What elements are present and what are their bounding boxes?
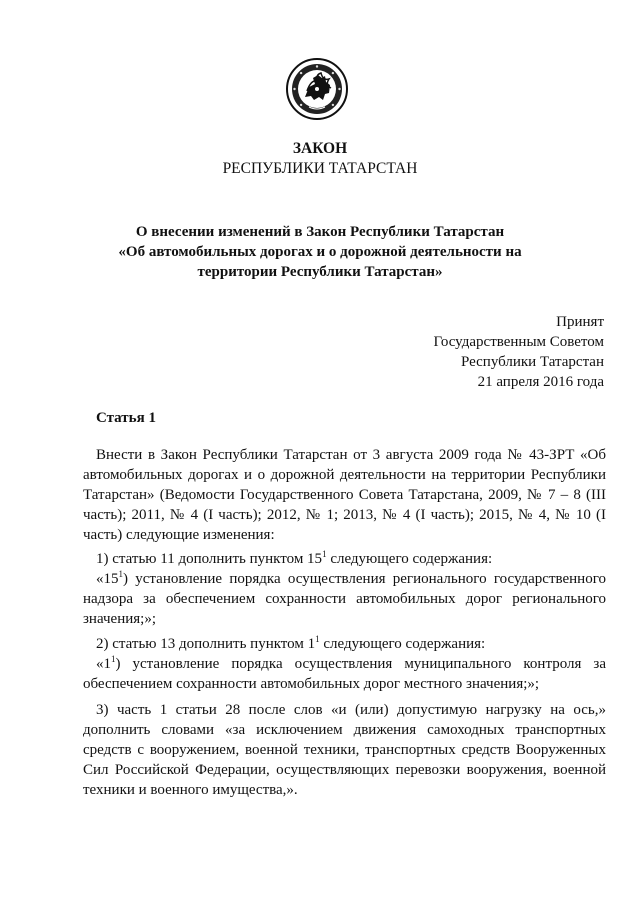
adoption-block — [434, 312, 605, 392]
item-1-lead — [83, 549, 606, 569]
item-1-lead-text-end: следующего содержания: — [326, 551, 493, 567]
adoption-line: Принят — [556, 314, 604, 330]
item-2 — [83, 634, 606, 694]
superscript: 1 — [111, 654, 116, 664]
superscript: 1 — [315, 634, 320, 644]
law-title: ЗАКОН — [292, 140, 348, 157]
amendment-title — [90, 222, 550, 282]
intro-paragraph — [83, 445, 606, 545]
item-1-quote-start: «15 — [96, 571, 119, 587]
superscript: 1 — [118, 569, 123, 579]
item-2-quote-start: «1 — [96, 656, 111, 672]
item-2-lead-text: 2) статью 13 дополнить пунктом 1 — [96, 636, 316, 652]
item-2-quote-text: ) установление порядка осуществления муниципального контроля за обеспечением сохранности автомобильных дорог местного значения;»; — [83, 656, 606, 692]
intro-text: Внести в Закон Республики Татарстан от 3 августа 2009 года № 43-ЗРТ «Об автомобильных дорогах и о дорожной деятельности на территории Республики Татарстан» (Ведомости Государственного Совета Татарстана, 2009, № 7 – 8 (III часть); 2011, № 4 (I часть); 2012, № 1; 2013, № 4 (I часть); 2015, № 4, № 10 (I часть) следующие изменения: — [83, 447, 606, 543]
superscript: 1 — [322, 549, 327, 559]
amendment-title-line: территории Республики Татарстан» — [197, 264, 443, 280]
item-1-quote — [83, 569, 606, 629]
adoption-date: 21 апреля 2016 года — [477, 374, 604, 390]
tatarstan-emblem-icon — [285, 57, 349, 121]
item-1 — [83, 549, 606, 629]
item-3 — [83, 700, 606, 800]
adoption-line: Государственным Советом — [433, 334, 604, 350]
item-2-lead — [83, 634, 606, 654]
item-3-text: 3) часть 1 статьи 28 после слов «и (или) допустимую нагрузку на ось,» дополнить словами «за исключением движения самоходных транспортных средств с вооружением, военной техники, транспортных средств Вооруженных Сил Российской Федерации, осуществляющих перевозки вооружения, военной техники и военного имущества,». — [83, 702, 606, 798]
item-1-quote-text: ) установление порядка осуществления регионального государственного надзора за обеспечением сохранности автомобильных дорог регионального значения;»; — [83, 571, 606, 627]
law-subtitle: РЕСПУБЛИКИ ТАТАРСТАН — [222, 160, 418, 177]
amendment-title-line: «Об автомобильных дорогах и о дорожной деятельности на — [118, 244, 522, 260]
item-2-lead-text-end: следующего содержания: — [319, 636, 486, 652]
amendment-title-line: О внесении изменений в Закон Республики Татарстан — [135, 224, 505, 240]
article-heading: Статья 1 — [96, 410, 156, 426]
item-2-quote — [83, 654, 606, 694]
item-1-lead-text: 1) статью 11 дополнить пунктом 15 — [96, 551, 323, 567]
adoption-line: Республики Татарстан — [460, 354, 604, 370]
